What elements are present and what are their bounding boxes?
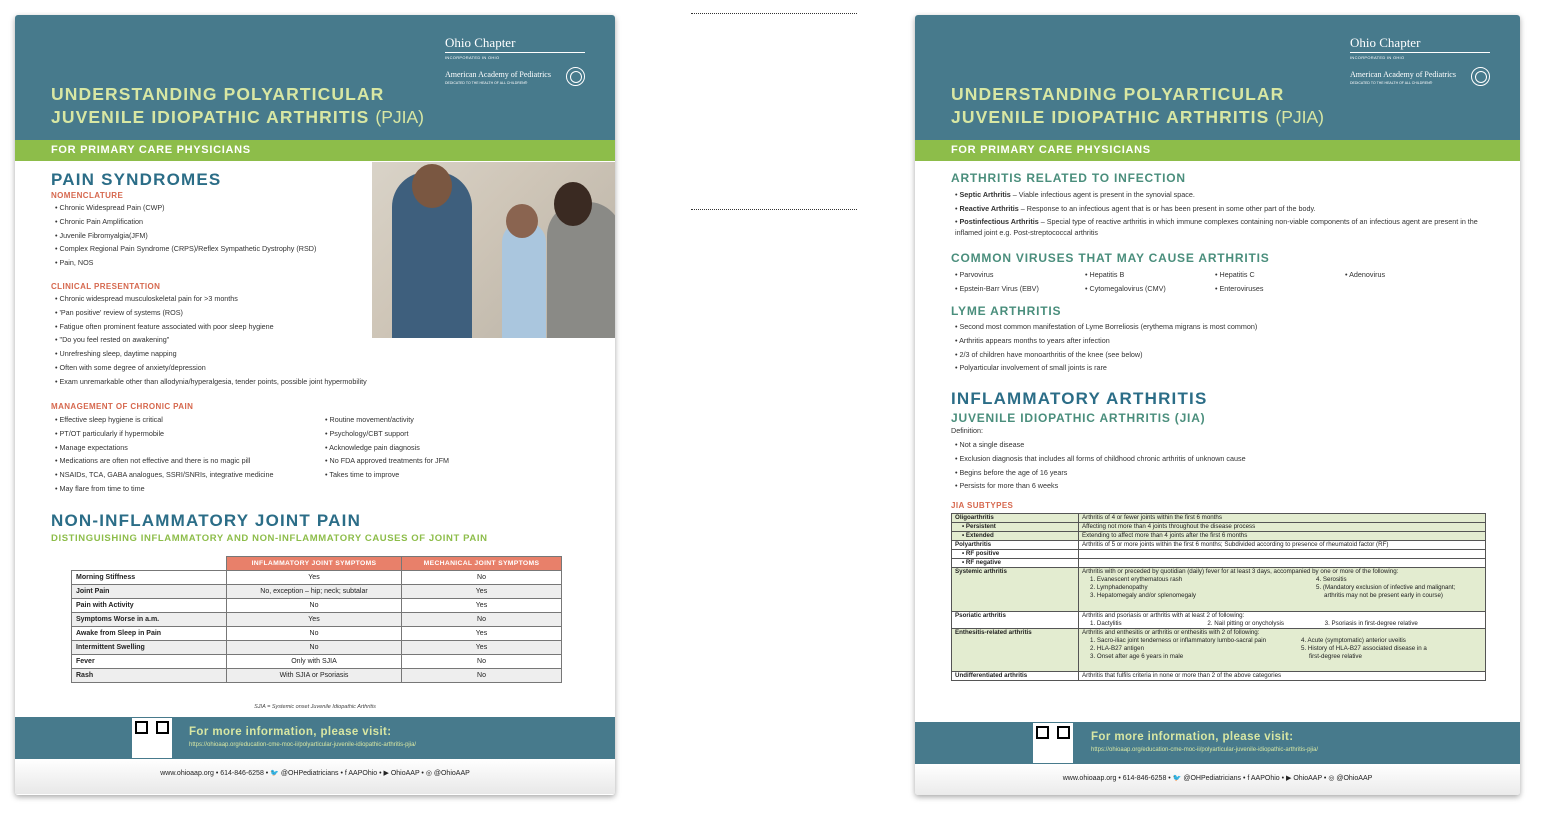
nomenclature-heading: NOMENCLATURE <box>51 191 124 200</box>
list-item: • Persists for more than 6 weeks <box>955 479 1246 493</box>
qr-code[interactable] <box>132 718 172 758</box>
lyme-list <box>955 320 1257 375</box>
page-title <box>51 83 424 129</box>
definition-label: Definition: <box>951 426 983 435</box>
title-line-1: UNDERSTANDING POLYARTICULAR <box>51 84 385 104</box>
social-links[interactable]: www.ohioaap.org • 614-846-6258 • 🐦 @OHPediatricians • f AAPOhio • ▶ OhioAAP • ◎ @OhioAAP <box>15 759 615 794</box>
header-banner <box>915 15 1520 140</box>
clinical-list <box>55 292 367 389</box>
list-item: • 'Pan positive' review of systems (ROS) <box>55 306 367 320</box>
logo-dedicated: DEDICATED TO THE HEALTH OF ALL CHILDREN® <box>445 81 528 85</box>
inflammatory-heading: INFLAMMATORY ARTHRITIS <box>951 389 1208 408</box>
table-row: Rash With SJIA or Psoriasis No <box>72 669 562 683</box>
table-row: Enthesitis-related arthritis Arthritis and enthesitis or arthritis or enthesitis with 2 of following: 1. Sacro-iliac joint tenderness or inflammatory lumbo-sacral pain 2. HLA-B27 antigen 3. Onset after age 6 years in male 4. Acute (symptomatic) anterior uveitis 5. History of HLA-B27 associated disease in a first-degree relative <box>952 629 1486 672</box>
management-list-right <box>325 413 449 482</box>
logo-incorporated: INCORPORATED IN OHIO <box>445 55 500 60</box>
definition-list <box>955 438 1246 493</box>
table-header: INFLAMMATORY JOINT SYMPTOMS <box>227 557 402 571</box>
list-item: • Chronic Pain Amplification <box>55 215 316 229</box>
title-line-2: JUVENILE IDIOPATHIC ARTHRITIS <box>951 107 1270 127</box>
list-item: • Manage expectations <box>55 441 274 455</box>
list-item: • Enteroviruses <box>1215 284 1264 293</box>
table-row: • Extended Extending to affect more than 4 joints after the first 6 months <box>952 532 1486 541</box>
logo-chapter: Ohio Chapter <box>445 35 585 53</box>
aap-ohio-logo <box>1350 35 1490 85</box>
list-item: • Chronic Widespread Pain (CWP) <box>55 201 316 215</box>
list-item: • Acknowledge pain diagnosis <box>325 441 449 455</box>
table-row: Oligoarthritis Arthritis of 4 or fewer joints within the first 6 months <box>952 514 1486 523</box>
pain-syndromes-heading: PAIN SYNDROMES <box>51 170 222 189</box>
table-row: Awake from Sleep in Pain No Yes <box>72 627 562 641</box>
clinical-presentation-heading: CLINICAL PRESENTATION <box>51 282 161 291</box>
logo-aap: American Academy of Pediatrics <box>1350 70 1456 79</box>
logo-chapter: Ohio Chapter <box>1350 35 1490 53</box>
title-abbr: (PJIA) <box>1275 107 1324 127</box>
table-row: Intermittent Swelling No Yes <box>72 641 562 655</box>
table-row: • RF negative <box>952 559 1486 568</box>
table-row: Polyarthritis Arthritis of 5 or more joints within the first 6 months; Subdivided according to presence of rheumatoid factor (RF) <box>952 541 1486 550</box>
table-row: Systemic arthritis Arthritis with or preceded by quotidian (daily) fever for at least 3 days, accompanied by one or more of the following: 1. Evanescent erythematous rash 2. Lymphadenopathy 3. Hepatomegaly and/or splenomegaly 4. Serositis 5. (Mandatory exclusion of infective and malignant; arthritis may not be present early in course) <box>952 568 1486 612</box>
list-item: • No FDA approved treatments for JFM <box>325 454 449 468</box>
table-footnote: SJIA = Systemic onset Juvenile Idiopathic Arthritis <box>254 704 376 710</box>
list-item: • Chronic widespread musculoskeletal pain for >3 months <box>55 292 367 306</box>
flyer-page-1[interactable] <box>15 15 615 795</box>
table-row: Pain with Activity No Yes <box>72 599 562 613</box>
list-item: • Epstein-Barr Virus (EBV) <box>955 284 1039 293</box>
list-item: • Hepatitis C <box>1215 270 1255 279</box>
footer-info-bar <box>15 717 615 759</box>
jia-subtypes-table <box>951 513 1486 681</box>
table-row: Morning Stiffness Yes No <box>72 571 562 585</box>
list-item: • 2/3 of children have monoarthritis of the knee (see below) <box>955 348 1257 362</box>
list-item: • Often with some degree of anxiety/depression <box>55 361 367 375</box>
lyme-heading: LYME ARTHRITIS <box>951 304 1062 318</box>
list-item: • Effective sleep hygiene is critical <box>55 413 274 427</box>
table-row: Fever Only with SJIA No <box>72 655 562 669</box>
logo-aap: American Academy of Pediatrics <box>445 70 551 79</box>
list-item: • Second most common manifestation of Lyme Borreliosis (erythema migrans is most common) <box>955 320 1257 334</box>
audience-band: FOR PRIMARY CARE PHYSICIANS <box>15 140 615 161</box>
list-item: • Exam unremarkable other than allodynia/hyperalgesia, tender points, possible joint hypermobility <box>55 375 367 389</box>
list-item: • Cytomegalovirus (CMV) <box>1085 284 1166 293</box>
viruses-list <box>955 268 1475 296</box>
more-info-text: For more information, please visit: <box>189 726 392 738</box>
logo-incorporated: INCORPORATED IN OHIO <box>1350 55 1405 60</box>
list-item: • Polyarticular involvement of small joints is rare <box>955 361 1257 375</box>
list-item: • Adenovirus <box>1345 270 1386 279</box>
list-item: • Psychology/CBT support <box>325 427 449 441</box>
header-banner <box>15 15 615 140</box>
list-item: • Juvenile Fibromyalgia(JFM) <box>55 229 316 243</box>
list-item: • Not a single disease <box>955 438 1246 452</box>
doctor-patient-photo <box>372 162 615 338</box>
list-item: • Unrefreshing sleep, daytime napping <box>55 347 367 361</box>
list-item: • Septic Arthritis – Viable infectious agent is present in the synovial space. <box>955 190 1195 199</box>
list-item: • Takes time to improve <box>325 468 449 482</box>
list-item: • Medications are often not effective and there is no magic pill <box>55 454 274 468</box>
viruses-heading: COMMON VIRUSES THAT MAY CAUSE ARTHRITIS <box>951 251 1270 265</box>
list-item: • Exclusion diagnosis that includes all forms of childhood chronic arthritis of unknown cause <box>955 452 1246 466</box>
aap-ohio-logo <box>445 35 585 85</box>
non-inflammatory-heading: NON-INFLAMMATORY JOINT PAIN <box>51 511 362 530</box>
table-row: • RF positive <box>952 550 1486 559</box>
infection-list <box>955 188 1485 238</box>
audience-band: FOR PRIMARY CARE PHYSICIANS <box>915 140 1520 161</box>
table-header: MECHANICAL JOINT SYMPTOMS <box>402 557 562 571</box>
logo-dedicated: DEDICATED TO THE HEALTH OF ALL CHILDREN® <box>1350 81 1433 85</box>
non-inflammatory-subheading: DISTINGUISHING INFLAMMATORY AND NON-INFLAMMATORY CAUSES OF JOINT PAIN <box>51 533 488 544</box>
list-item: • Postinfectious Arthritis – Special type of reactive arthritis in which immune complexes containing non-viable components of an infectious agent are present in the inflamed joint e.g. Post-streptococcal arthritis <box>955 216 1478 237</box>
list-item: • Pain, NOS <box>55 256 316 270</box>
social-links[interactable]: www.ohioaap.org • 614-846-6258 • 🐦 @OHPediatricians • f AAPOhio • ▶ OhioAAP • ◎ @OhioAAP <box>915 764 1520 795</box>
qr-code[interactable] <box>1033 723 1073 763</box>
footer-info-bar <box>915 722 1520 764</box>
flyer-page-2[interactable] <box>915 15 1520 795</box>
list-item: • Parvovirus <box>955 270 994 279</box>
divider-line <box>691 13 857 14</box>
management-list-left <box>55 413 274 496</box>
aap-seal-icon <box>566 67 585 86</box>
list-item: • Routine movement/activity <box>325 413 449 427</box>
title-line-2: JUVENILE IDIOPATHIC ARTHRITIS <box>51 107 370 127</box>
jia-heading: JUVENILE IDIOPATHIC ARTHRITIS (JIA) <box>951 411 1206 425</box>
list-item: • Reactive Arthritis – Response to an infectious agent that is or has been present in some other part of the body. <box>955 203 1316 213</box>
title-line-1: UNDERSTANDING POLYARTICULAR <box>951 84 1285 104</box>
list-item: • Arthritis appears months to years after infection <box>955 334 1257 348</box>
table-row: Psoriatic arthritis Arthritis and psoriasis or arthritis with at least 2 of following: 1. Dactylitis 2. Nail pitting or onycholysis 3. Psoriasis in first-degree relative <box>952 612 1486 629</box>
divider-line <box>691 209 857 210</box>
list-item: • Hepatitis B <box>1085 270 1125 279</box>
table-row: Joint Pain No, exception – hip; neck; subtalar Yes <box>72 585 562 599</box>
table-row: Symptoms Worse in a.m. Yes No <box>72 613 562 627</box>
table-row: Undifferentiated arthritis Arthritis that fulfils criteria in none or more than 2 of the above categories <box>952 672 1486 681</box>
management-heading: MANAGEMENT OF CHRONIC PAIN <box>51 402 194 411</box>
list-item: • PT/OT particularly if hypermobile <box>55 427 274 441</box>
list-item: • "Do you feel rested on awakening" <box>55 333 367 347</box>
list-item: • Fatigue often prominent feature associated with poor sleep hygiene <box>55 320 367 334</box>
table-row: • Persistent Affecting not more than 4 joints throughout the disease process <box>952 523 1486 532</box>
list-item: • Begins before the age of 16 years <box>955 466 1246 480</box>
list-item: • Complex Regional Pain Syndrome (CRPS)/Reflex Sympathetic Dystrophy (RSD) <box>55 242 316 256</box>
more-info-text: For more information, please visit: <box>1091 731 1294 743</box>
page-title <box>951 83 1324 129</box>
list-item: • May flare from time to time <box>55 482 274 496</box>
nomenclature-list <box>55 201 316 270</box>
infection-heading: ARTHRITIS RELATED TO INFECTION <box>951 171 1186 185</box>
more-info-link[interactable]: https://ohioaap.org/education-cme-moc-ii/polyarticular-juvenile-idiopathic-arthritis-pjia/ <box>1091 747 1319 753</box>
jia-subtypes-heading: JIA SUBTYPES <box>951 501 1014 510</box>
more-info-link[interactable]: https://ohioaap.org/education-cme-moc-ii/polyarticular-juvenile-idiopathic-arthritis-pjia/ <box>189 742 417 748</box>
joint-symptoms-table <box>71 556 562 683</box>
aap-seal-icon <box>1471 67 1490 86</box>
list-item: • NSAIDs, TCA, GABA analogues, SSRI/SNRIs, integrative medicine <box>55 468 274 482</box>
title-abbr: (PJIA) <box>375 107 424 127</box>
